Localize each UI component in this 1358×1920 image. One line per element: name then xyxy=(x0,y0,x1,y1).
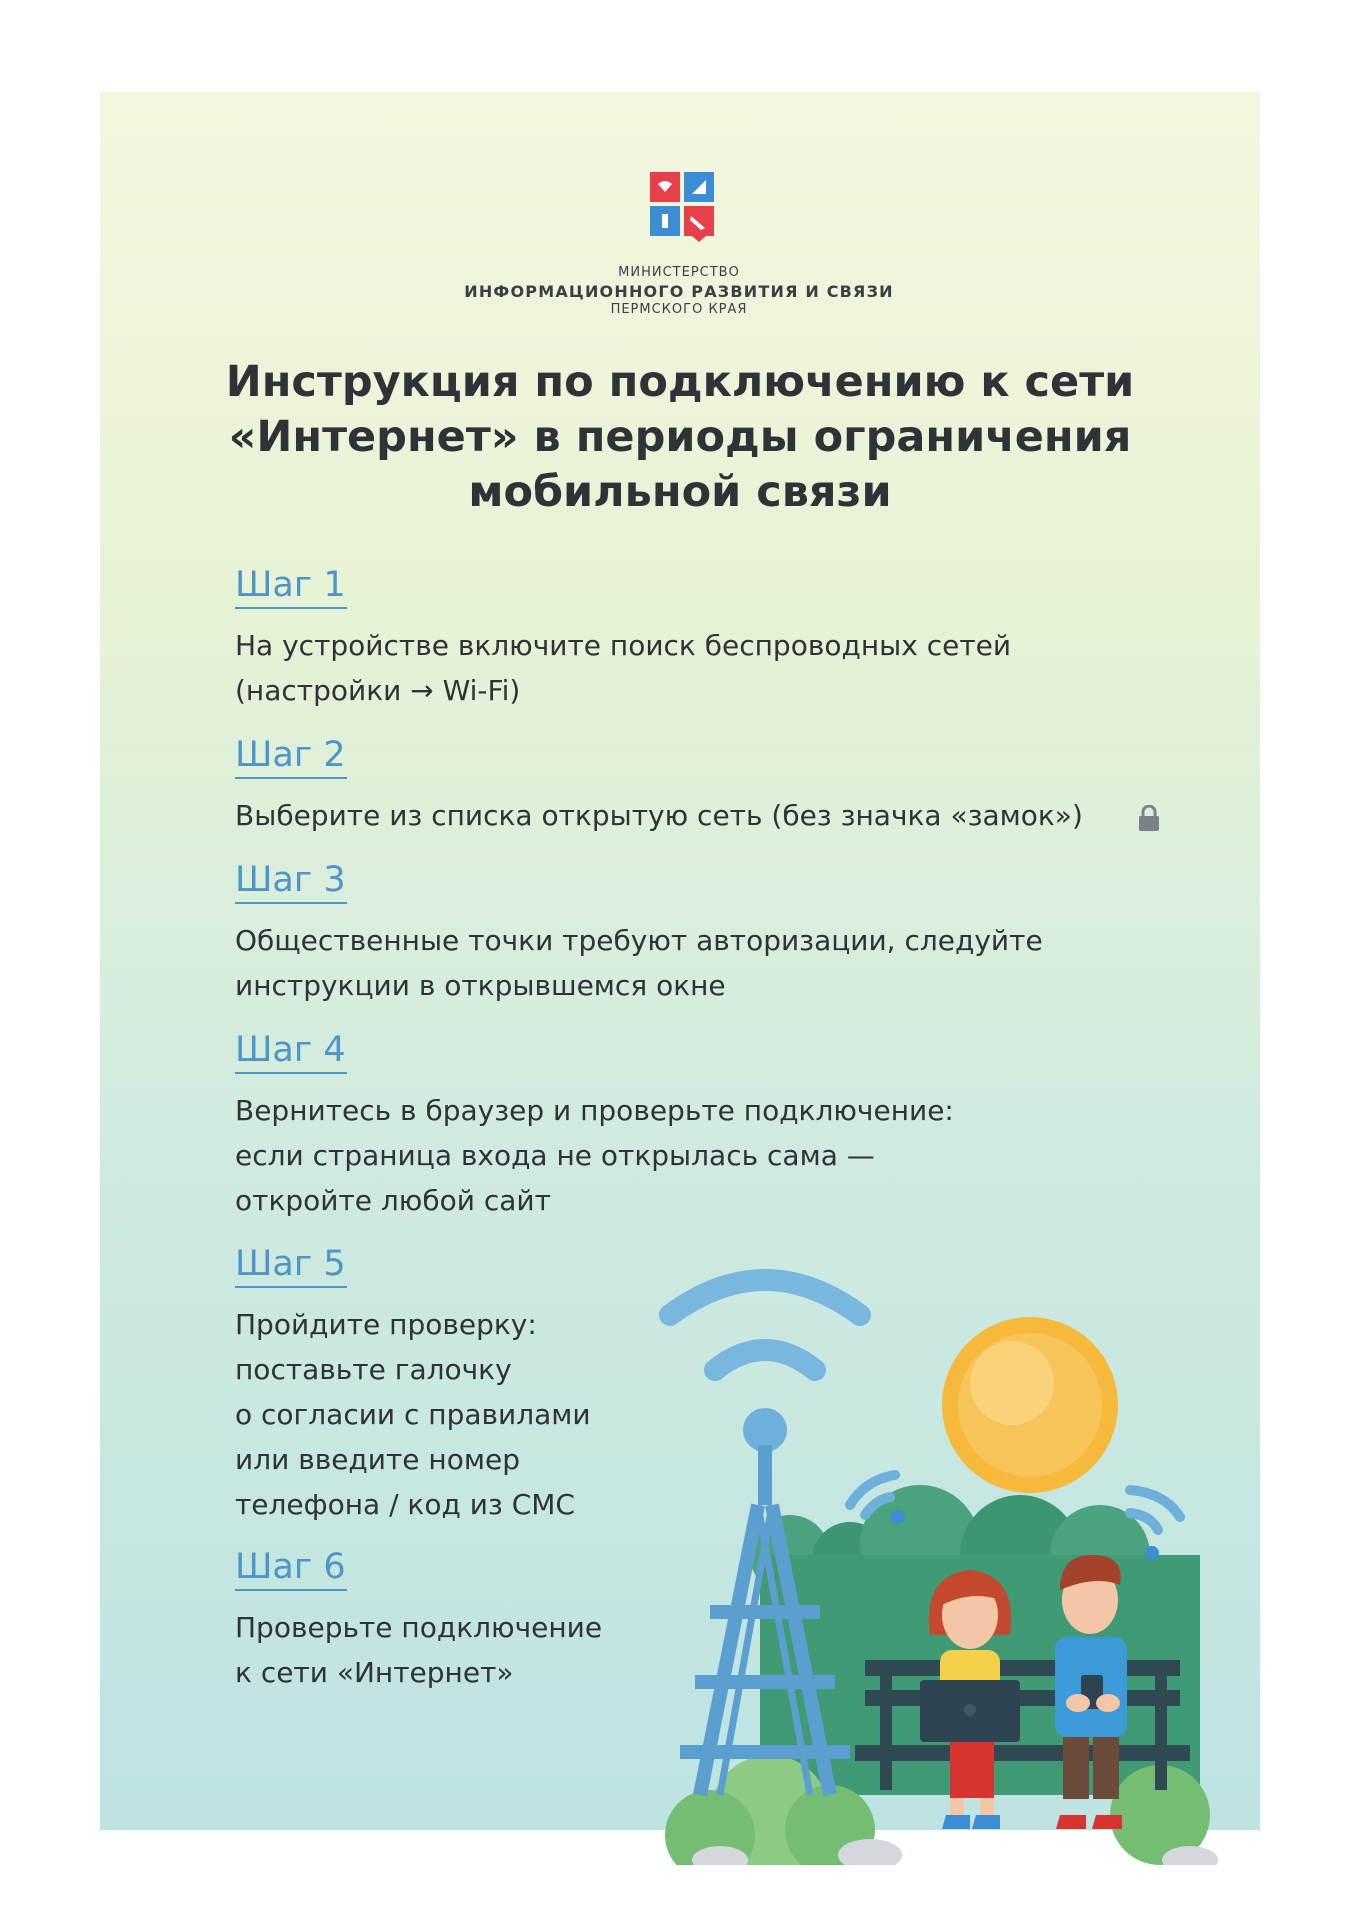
step-line: Пройдите проверку: xyxy=(235,1308,537,1341)
step-4-text xyxy=(235,1088,954,1223)
step-line: или введите номер xyxy=(235,1443,520,1476)
step-1-text xyxy=(235,623,1011,713)
step-5-text xyxy=(235,1302,591,1527)
step-line: инструкции в открывшемся окне xyxy=(235,969,726,1002)
lock-icon xyxy=(1137,805,1161,831)
page-title xyxy=(180,355,1180,520)
step-line: поставьте галочку xyxy=(235,1353,512,1386)
step-2-label: Шаг 2 xyxy=(235,733,347,779)
step-line: о согласии с правилами xyxy=(235,1398,591,1431)
step-5-label: Шаг 5 xyxy=(235,1242,347,1288)
ministry-logo xyxy=(650,172,714,242)
org-name-line-3: ПЕРМСКОГО КРАЯ xyxy=(610,302,748,317)
step-line: Проверьте подключение xyxy=(235,1611,603,1644)
step-6-label: Шаг 6 xyxy=(235,1545,347,1591)
step-line: Общественные точки требуют авторизации, следуйте xyxy=(235,924,1043,957)
org-name-line-1: МИНИСТЕРСТВО xyxy=(618,265,740,280)
step-line: На устройстве включите поиск беспроводных сетей xyxy=(235,629,1012,662)
title-line: Инструкция по подключению к сети xyxy=(225,357,1135,407)
step-1-label: Шаг 1 xyxy=(235,563,347,609)
step-line: телефона / код из СМС xyxy=(235,1488,575,1521)
step-3-label: Шаг 3 xyxy=(235,858,347,904)
wifi-park-illustration xyxy=(650,1255,1230,1865)
title-line: мобильной связи xyxy=(468,467,892,517)
step-line: откройте любой сайт xyxy=(235,1184,551,1217)
step-line: Вернитесь в браузер и проверьте подключение: xyxy=(235,1094,954,1127)
step-6-text xyxy=(235,1605,602,1695)
step-2-text xyxy=(235,793,1083,838)
step-3-text xyxy=(235,918,1043,1008)
step-line: к сети «Интернет» xyxy=(235,1656,514,1689)
step-line: (настройки → Wi-Fi) xyxy=(235,674,521,707)
step-line: если страница входа не открылась сама — xyxy=(235,1139,875,1172)
step-line: Выберите из списка открытую сеть (без значка «замок») xyxy=(235,799,1083,832)
title-line: «Интернет» в периоды ограничения xyxy=(228,412,1132,462)
step-4-label: Шаг 4 xyxy=(235,1028,347,1074)
org-name-line-2: ИНФОРМАЦИОННОГО РАЗВИТИЯ И СВЯЗИ xyxy=(464,282,894,301)
